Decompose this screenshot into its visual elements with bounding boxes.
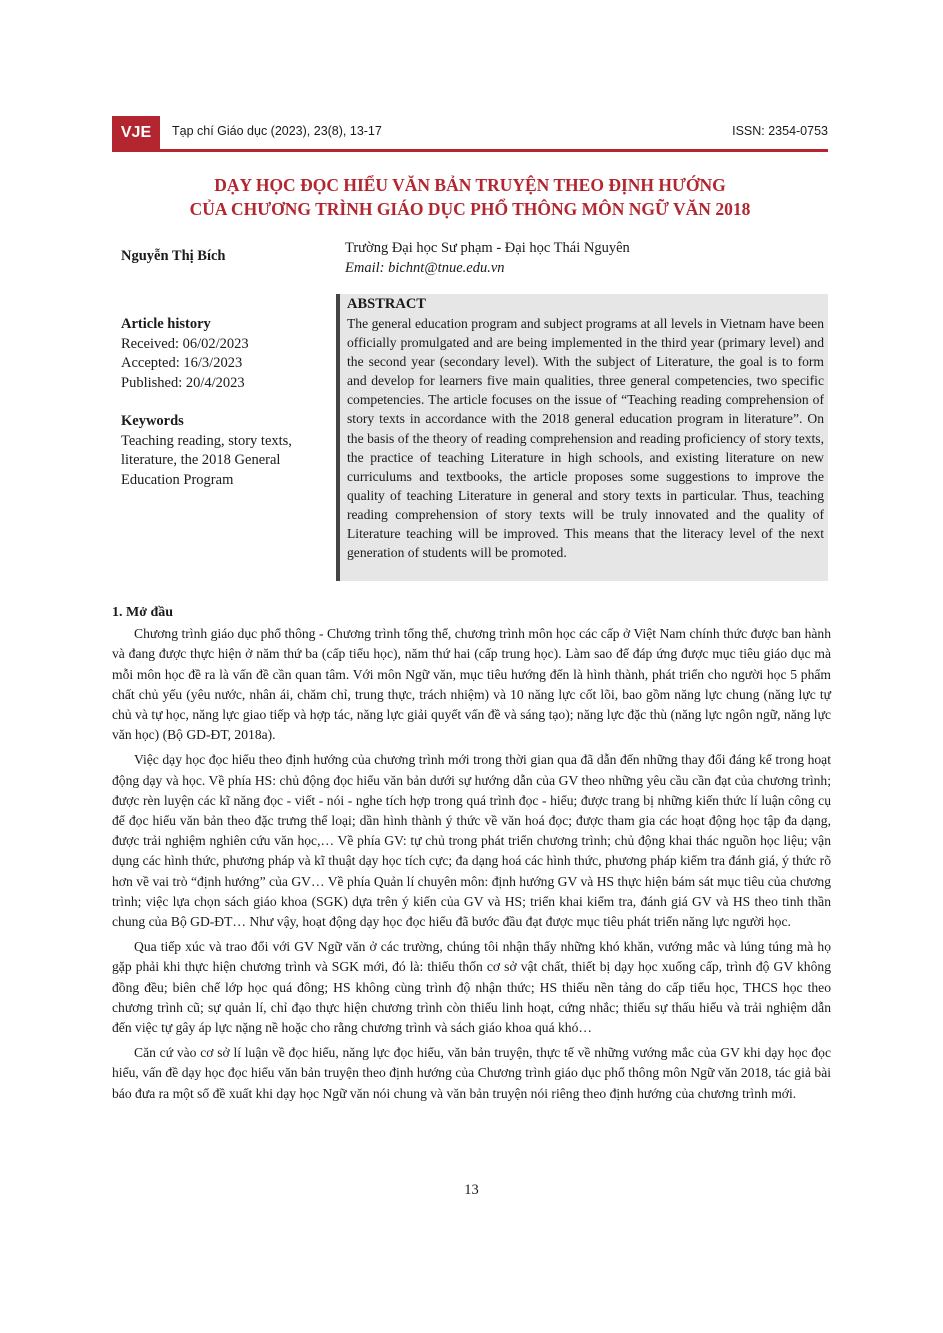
paragraph: Chương trình giáo dục phổ thông - Chương trình tổng thể, chương trình môn học các cấp ở Việt Nam chính thức được ban hành và đang được thực hiện ở năm thứ ba (cấp tiểu học), năm thứ hai (cấp trung học). Làm sao để đáp ứng được mục tiêu giáo dục mà mỗi môn học đề ra là vấn đề cần quan tâm. Với môn Ngữ văn, mục tiêu hướng đến là hình thành, phát triển cho người học 5 phẩm chất chủ yếu (yêu nước, nhân ái, chăm chỉ, trung thực, trách nhiệm) và 10 năng lực cốt lõi, bao gồm năng lực chung (năng lực tự chủ và tự học, năng lực giao tiếp và hợp tác, năng lực giải quyết vấn đề và sáng tạo); năng lực đặc thù (năng lực ngôn ngữ, năng lực văn học) (Bộ GD-ĐT, 2018a). [112, 626, 831, 743]
page-number: 13 [464, 1182, 479, 1198]
published-date: Published: 20/4/2023 [121, 374, 245, 391]
author-affiliation [345, 238, 630, 278]
keywords-text: Teaching reading, story texts, literature, the 2018 General Education Program [121, 432, 292, 488]
header-rule [112, 149, 828, 152]
issn-label: ISSN: 2354-0753 [732, 124, 828, 138]
keywords-heading: Keywords [121, 413, 184, 429]
vje-badge: VJE [112, 116, 160, 149]
paragraph: Căn cứ vào cơ sở lí luận về đọc hiểu, năng lực đọc hiểu, văn bản truyện, thực tế về những vướng mắc của GV khi dạy học đọc hiểu, vấn đề dạy học đọc hiểu văn bản truyện theo định hướng của Chương trình giáo dục phổ thông môn Ngữ văn 2018, tác giả bài báo đưa ra một số đề xuất khi dạy học Ngữ văn nói chung và văn bản truyện nói riêng theo định hướng của chương trình mới. [112, 1045, 831, 1101]
article-history-heading: Article history [121, 316, 211, 332]
received-date: Received: 06/02/2023 [121, 335, 249, 352]
author-email: Email: bichnt@tnue.edu.vn [345, 260, 505, 276]
section-heading: 1. Mở đầu [112, 605, 174, 620]
title-line-1: DẠY HỌC ĐỌC HIỂU VĂN BẢN TRUYỆN THEO ĐỊNH HƯỚNG [214, 175, 726, 195]
title-line-2: CỦA CHƯƠNG TRÌNH GIÁO DỤC PHỔ THÔNG MÔN NGỮ VĂN 2018 [189, 199, 751, 219]
main-text [112, 603, 831, 1109]
paragraph: Việc dạy học đọc hiểu theo định hướng của chương trình mới trong thời gian qua đã dẫn đến những thay đổi đáng kể trong hoạt động dạy và học. Về phía HS: chủ động đọc hiểu văn bản dưới sự hướng dẫn của GV theo những yêu cầu cần đạt của chương trình; được rèn luyện các kĩ năng đọc - viết - nói - nghe tích hợp trong quá trình đọc - hiểu; được trang bị những kiến thức lí luận công cụ để đọc hiểu văn bản theo đặc trưng thể loại; dần hình thành ý thức về văn hoá đọc; được tham gia các hoạt động học tập đa dạng, được trải nghiệm nghiên cứu văn học,… Về phía GV: tự chủ trong phát triển chương trình; chủ động khai thác nguồn học liệu; vận dụng các hình thức, phương pháp và kĩ thuật dạy học tích cực; đa dạng hoá các hình thức, phương pháp kiểm tra đánh giá, ý thức rõ hơn về vai trò “định hướng” của GV… Về phía Quản lí chuyên môn: định hướng GV và HS thực hiện bám sát mục tiêu của chương trình; việc lựa chọn sách giáo khoa (SGK) dựa trên ý kiến của GV và HS; triển khai kiểm tra, đánh giá GV và HS theo tinh thần chung của Bộ GD-ĐT… Như vậy, hoạt động dạy học đọc hiểu đã bước đầu đạt được mục tiêu phát triển năng lực người học. [112, 752, 831, 930]
accepted-date: Accepted: 16/3/2023 [121, 355, 243, 371]
article-title [112, 173, 828, 221]
abstract-text: The general education program and subject programs at all levels in Vietnam have been officially promulgated and are being implemented in the third year (primary level) and the second year (secondary level). With the subject of Literature, the goal is to form and develop for learners five main qualities, three general competencies, two specific competencies. The article focuses on the issue of “Teaching reading comprehension of story texts in accordance with the 2018 general education program in literature”. On the basis of the theory of reading comprehension and reading proficiency of story texts, the practice of teaching Literature in high schools, and existing literature on new curriculums and textbooks, the article proposes some suggestions to improve the quality of teaching Literature in general and story texts in particular. Thus, teaching reading comprehension of story texts will be truly innovated and the quality of Literature teaching will be improved. This means that the literacy level of the next generation of students will be promoted. [347, 316, 824, 561]
journal-header [112, 116, 828, 152]
journal-citation: Tạp chí Giáo dục (2023), 23(8), 13-17 [172, 124, 382, 138]
affiliation-text: Trường Đại học Sư phạm - Đại học Thái Nguyên [345, 240, 630, 256]
paragraph: Qua tiếp xúc và trao đổi với GV Ngữ văn ở các trường, chúng tôi nhận thấy những khó khăn, vướng mắc và lúng túng mà họ gặp phải khi thực hiện chương trình và SGK mới, đó là: thiếu thốn cơ sở vật chất, thiết bị dạy học xuống cấp, trình độ GV không đồng đều; biên chế lớp học quá đông; HS không cùng trình độ nhận thức; HS thiếu nền tảng do cấp tiểu học, THCS học theo chương trình cũ; sự quản lí, chỉ đạo thực hiện chương trình còn thiếu linh hoạt, cứng nhắc; thiếu sự thấu hiểu và trải nghiệm dẫn đến việc tự gây áp lực nặng nề hoặc cho rằng chương trình và sách giáo khoa quá khó… [112, 939, 831, 1036]
abstract-heading: ABSTRACT [347, 296, 426, 312]
article-meta [121, 315, 321, 490]
author-name: Nguyễn Thị Bích [121, 248, 226, 264]
abstract-box [336, 294, 828, 581]
